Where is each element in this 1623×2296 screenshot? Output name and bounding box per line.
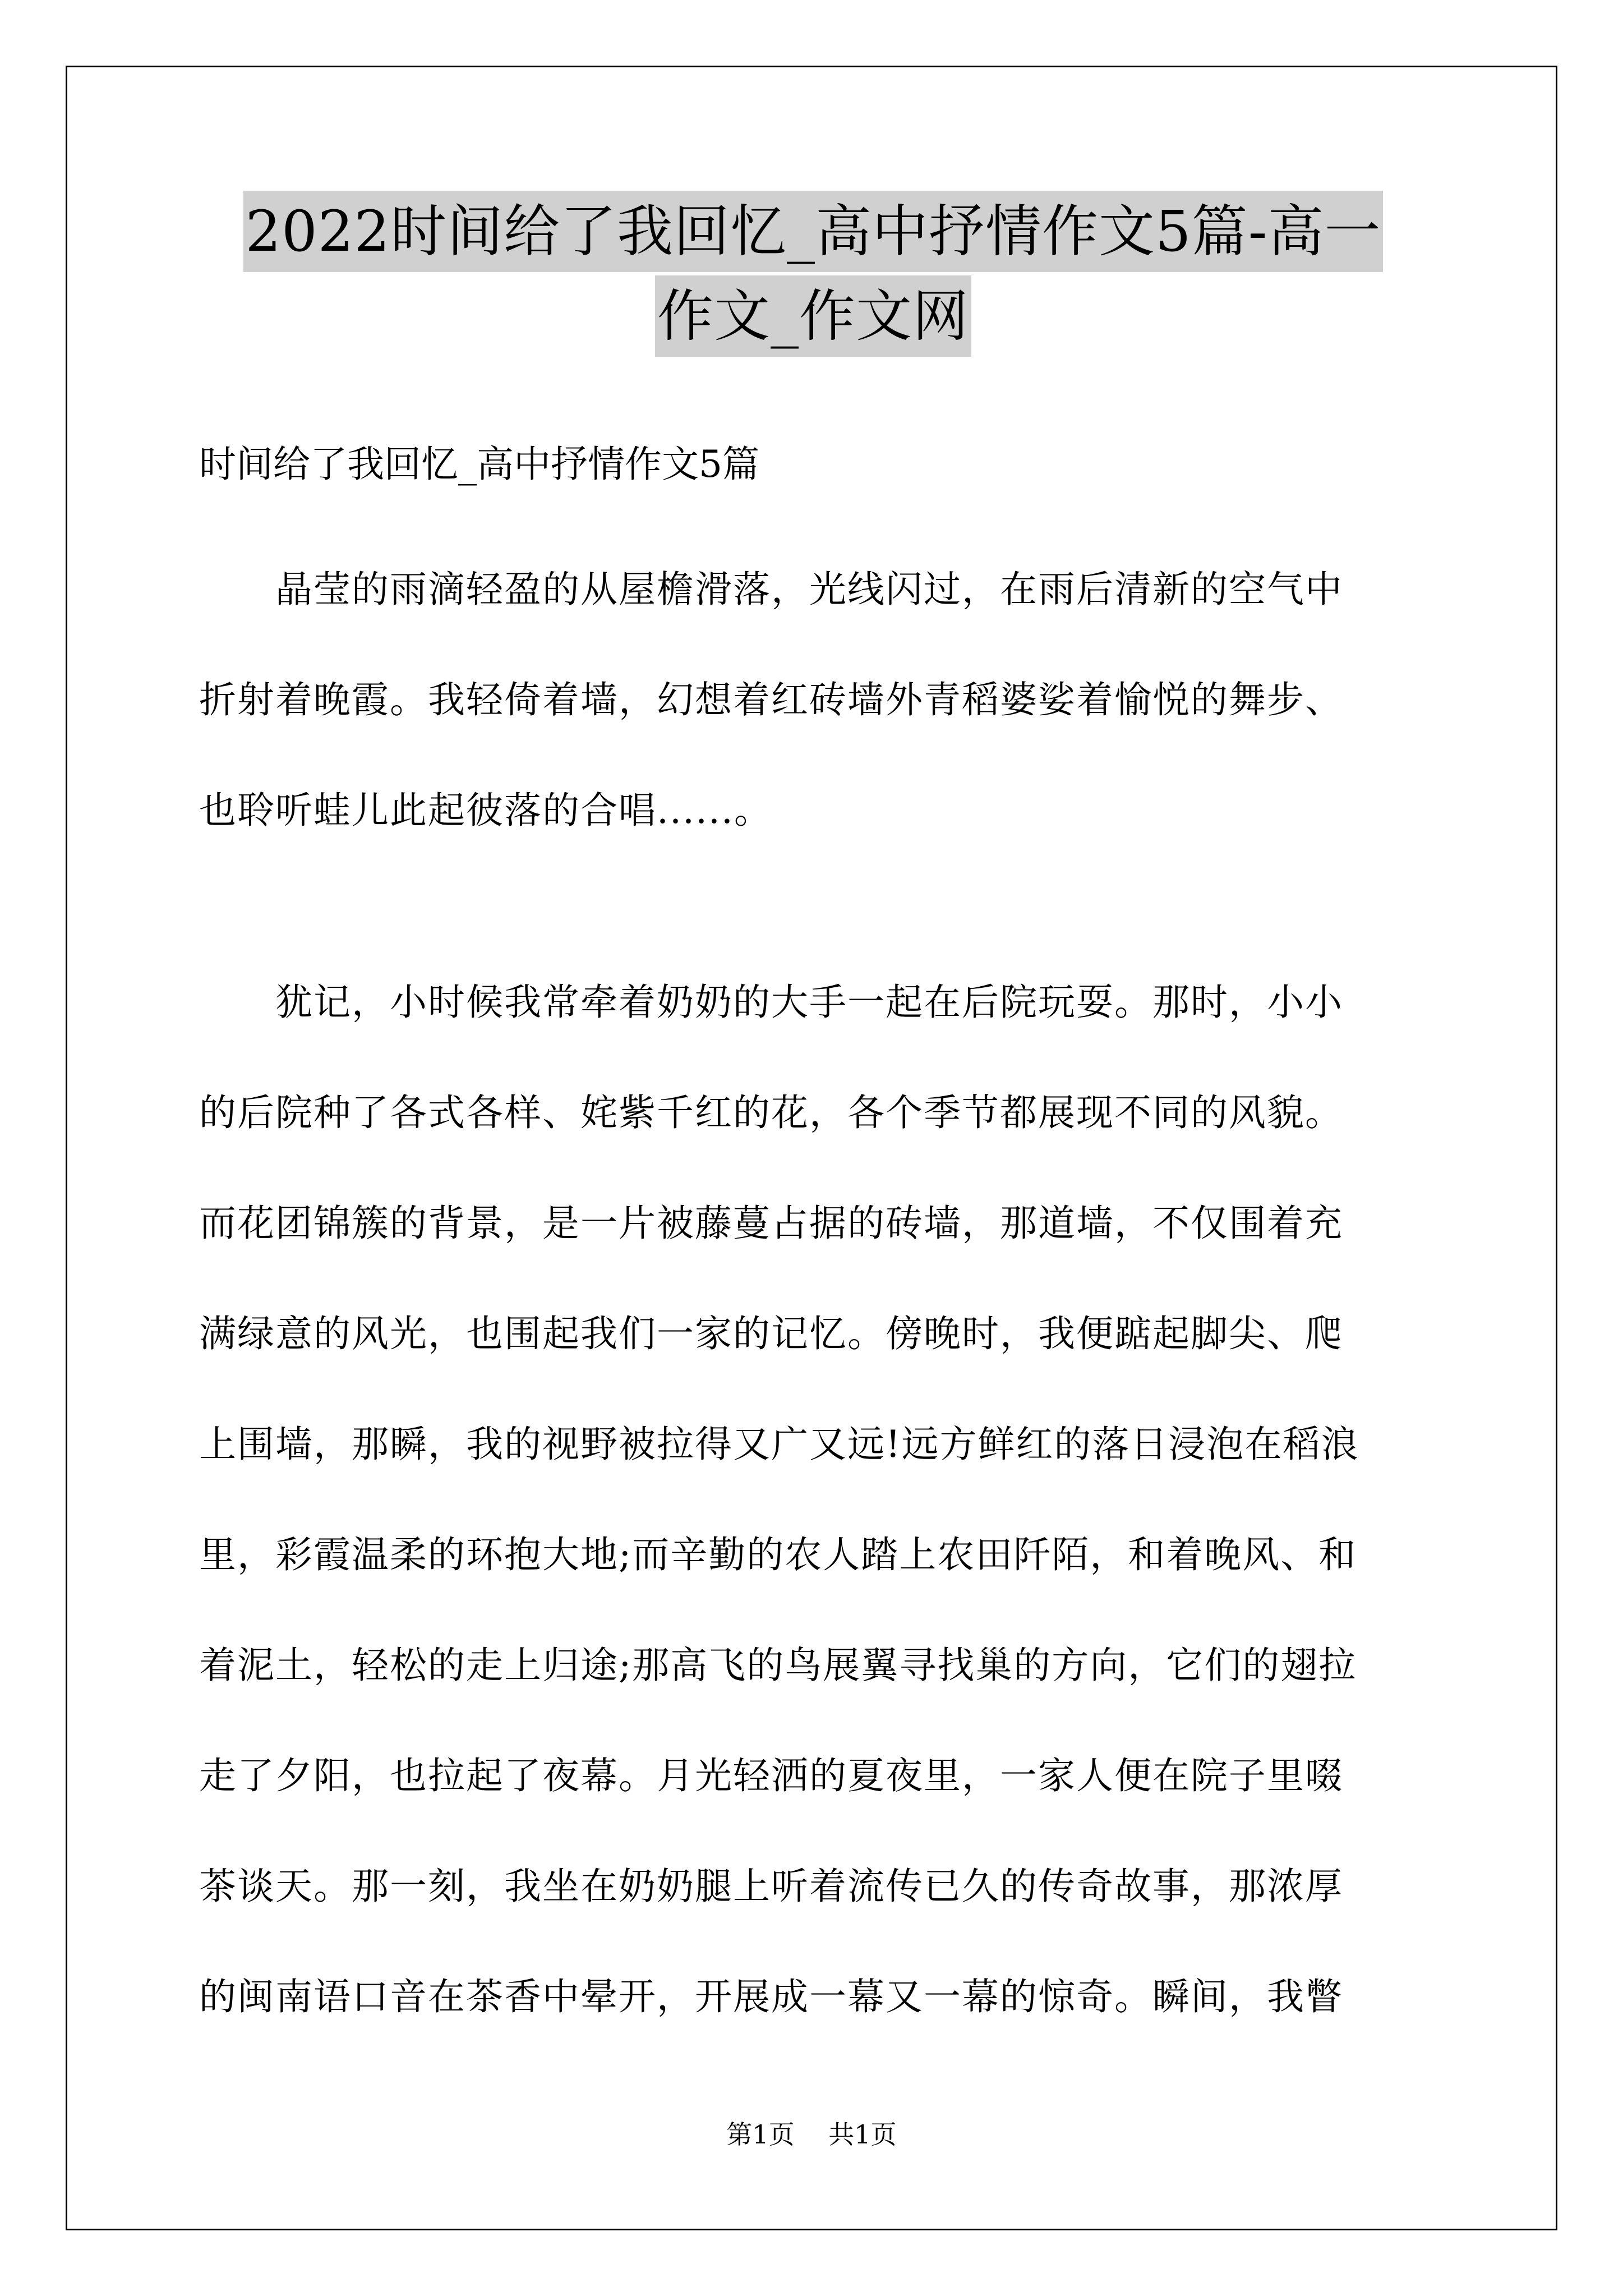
paragraph-line: 着泥土，轻松的走上归途;那高飞的鸟展翼寻找巢的方向，它们的翅拉 (199, 1644, 1357, 1687)
document-title (191, 191, 1436, 360)
paragraph-line: 折射着晚霞。我轻倚着墙，幻想着红砖墙外青稻婆娑着愉悦的舞步、 (199, 678, 1343, 721)
paragraph-1 (199, 534, 1436, 866)
page-footer: 第1页 共1页 (726, 2119, 897, 2150)
paragraph-line: 的后院种了各式各样、姹紫千红的花，各个季节都展现不同的风貌。 (199, 1091, 1343, 1134)
paragraph-line: 走了夕阳，也拉起了夜幕。月光轻洒的夏夜里，一家人便在院子里啜 (199, 1754, 1343, 1797)
paragraph-line: 上围墙，那瞬，我的视野被拉得又广又远!远方鲜红的落日浸泡在稻浪 (199, 1423, 1359, 1466)
paragraph-line: 也聆听蛙儿此起彼落的合唱......。 (199, 789, 772, 832)
paragraph-line: 满绿意的风光，也围起我们一家的记忆。傍晚时，我便踮起脚尖、爬 (199, 1312, 1343, 1355)
paragraph-line: 茶谈天。那一刻，我坐在奶奶腿上听着流传已久的传奇故事，那浓厚 (199, 1865, 1343, 1908)
paragraph-line: 晶莹的雨滴轻盈的从屋檐滑落，光线闪过，在雨后清新的空气中 (199, 568, 1343, 611)
paragraph-line: 犹记，小时候我常牵着奶奶的大手一起在后院玩耍。那时，小小 (199, 981, 1343, 1024)
document-subtitle: 时间给了我回忆_高中抒情作文5篇 (199, 443, 759, 486)
title-line-2: 作文_作文网 (655, 275, 971, 357)
paragraph-2 (199, 947, 1436, 2052)
title-line-1: 2022时间给了我回忆_高中抒情作文5篇-高一 (243, 191, 1384, 272)
paragraph-line: 里，彩霞温柔的环抱大地;而辛勤的农人踏上农田阡陌，和着晚风、和 (199, 1533, 1357, 1576)
paragraph-line: 而花团锦簇的背景，是一片被藤蔓占据的砖墙，那道墙，不仅围着充 (199, 1202, 1343, 1245)
paragraph-line: 的闽南语口音在茶香中晕开，开展成一幕又一幕的惊奇。瞬间，我瞥 (199, 1975, 1343, 2018)
